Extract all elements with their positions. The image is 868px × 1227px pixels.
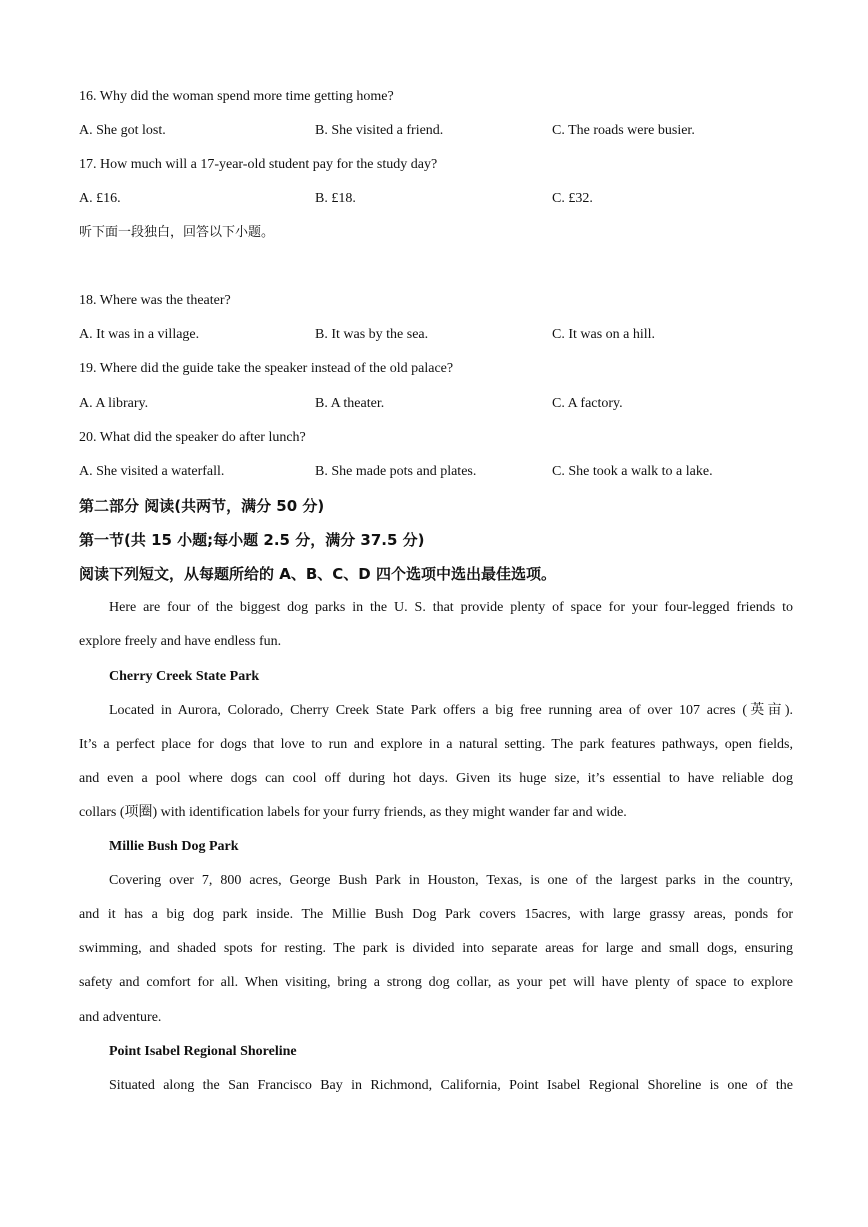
park-heading-point-isabel: Point Isabel Regional Shoreline [109, 1044, 297, 1059]
question-18-option-a: A. It was in a village. [79, 327, 200, 342]
question-19-option-c: C. A factory. [552, 396, 623, 411]
monologue-instruction: 听下面一段独白，回答以下小题。 [79, 225, 275, 240]
question-18-option-c: C. It was on a hill. [552, 327, 656, 342]
intro-line-1: Here are four of the biggest dog parks in the U. S. that provide plenty of space for your four-legged friends to [109, 600, 793, 615]
question-18-stem: 18. Where was the theater? [79, 293, 231, 308]
park-1-line-4: collars (项圈) with identification labels for your furry friends, as they might wander far and wide. [79, 805, 627, 820]
park-3-line-1: Situated along the San Francisco Bay in Richmond, California, Point Isabel Regional Shoreline is one of the [109, 1078, 793, 1093]
reading-section-title: 第一节(共 15 小题;每小题 2.5 分，满分 37.5 分) [79, 531, 425, 549]
intro-line-2: explore freely and have endless fun. [79, 634, 282, 649]
question-20-stem: 20. What did the speaker do after lunch? [79, 430, 306, 445]
park-1-line-1: Located in Aurora, Colorado, Cherry Creek State Park offers a big free running area of over 107 acres (英亩). [109, 703, 793, 718]
question-16-option-b: B. She visited a friend. [315, 123, 444, 138]
park-2-line-3: swimming, and shaded spots for resting. The park is divided into separate areas for large and small dogs, ensuring [79, 941, 793, 956]
reading-instruction: 阅读下列短文，从每题所给的 A、B、C、D 四个选项中选出最佳选项。 [79, 565, 556, 583]
park-2-line-5: and adventure. [79, 1010, 162, 1025]
park-2-line-2: and it has a big dog park inside. The Millie Bush Dog Park covers 15acres, with large grassy areas, ponds for [79, 907, 793, 922]
reading-part-title: 第二部分 阅读(共两节，满分 50 分) [79, 497, 325, 515]
question-19-option-b: B. A theater. [315, 396, 385, 411]
question-17-option-c: C. £32. [552, 191, 593, 206]
question-16-option-a: A. She got lost. [79, 123, 166, 138]
park-2-line-1: Covering over 7, 800 acres, George Bush Park in Houston, Texas, is one of the largest parks in the country, [109, 873, 793, 888]
question-20-option-b: B. She made pots and plates. [315, 464, 477, 479]
question-19-option-a: A. A library. [79, 396, 149, 411]
question-17-option-a: A. £16. [79, 191, 121, 206]
park-heading-cherry-creek: Cherry Creek State Park [109, 669, 260, 684]
question-19-stem: 19. Where did the guide take the speaker instead of the old palace? [79, 361, 454, 376]
park-heading-millie-bush: Millie Bush Dog Park [109, 839, 239, 854]
question-20-option-c: C. She took a walk to a lake. [552, 464, 713, 479]
park-1-line-3: and even a pool where dogs can cool off during hot days. Given its huge size, it’s essential to have reliable dog [79, 771, 793, 786]
question-16-option-c: C. The roads were busier. [552, 123, 695, 138]
question-18-option-b: B. It was by the sea. [315, 327, 429, 342]
question-17-option-b: B. £18. [315, 191, 356, 206]
question-16-stem: 16. Why did the woman spend more time getting home? [79, 89, 394, 104]
park-2-line-4: safety and comfort for all. When visiting, bring a strong dog collar, as your pet will have plenty of space to explore [79, 975, 793, 990]
question-17-stem: 17. How much will a 17-year-old student pay for the study day? [79, 157, 438, 172]
park-1-line-2: It’s a perfect place for dogs that love to run and explore in a natural setting. The park features pathways, open fields, [79, 737, 793, 752]
question-20-option-a: A. She visited a waterfall. [79, 464, 225, 479]
